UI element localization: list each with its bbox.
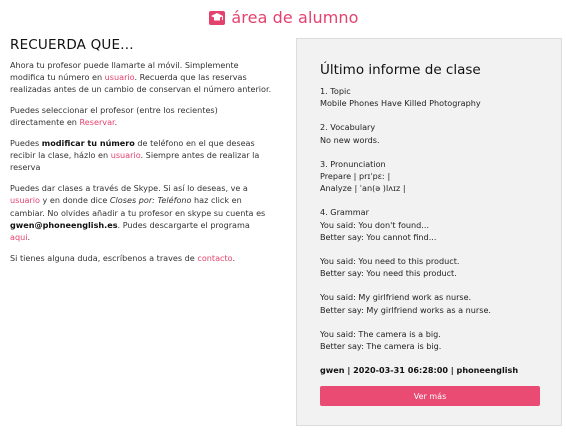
report-section [320,121,545,145]
text: haz click en cambiar. No olvides añadir a tu profesor en skype su cuenta es [10,195,266,218]
report-line: Prepare | prɪˈpɛː | [320,171,391,182]
text: de teléfono en el que deseas recibir la clase, házlo en [10,138,255,161]
text: . Recuerda que las reservas realizadas antes de un cambio de conservan el número anterior. [10,72,272,95]
reminder-paragraph-4 [10,182,272,243]
report-sections [320,85,545,352]
text: Puedes dar clases a través de Skype. Si así lo deseas, ve a [10,183,248,194]
report-section [320,85,545,109]
download-link[interactable]: aqui [10,231,28,242]
reservar-link[interactable]: Reservar [79,117,115,128]
graduation-cap-icon [208,8,226,26]
report-line: Analyze | ˈan(ə )lʌɪz | [320,183,406,194]
report-line: 3. Pronunciation [320,158,386,169]
report-line: Mobile Phones Have Killed Photography [320,98,481,109]
reminder-paragraph-1 [10,59,272,96]
report-byline: gwen | 2020-03-31 06:28:00 | phoneenglish [320,365,519,376]
reminders-column [10,36,272,272]
contact-link[interactable]: contacto [197,252,233,263]
text: . [232,252,236,263]
text: . Pudes descargarte el programa [117,219,250,230]
text: Puedes [10,138,42,149]
report-section [320,158,545,195]
report-line: Better say: The camera is big. [320,341,442,352]
text: Si tienes alguna duda, escríbenos a traves de [10,252,198,263]
italic-text: Closes por: Teléfono [109,195,192,206]
text: Puedes seleccionar el profesor (entre los recientes) directamente en [10,105,218,128]
app-header [0,6,567,28]
report-title: Último informe de clase [320,62,481,78]
report-line: You said: You don't found... [320,219,430,230]
ver-mas-button[interactable]: Ver más [320,386,540,406]
text: Ahora tu profesor puede llamarte al móvil. Simplemente modifica tu número en [10,60,239,83]
reminder-paragraph-5 [10,252,272,264]
usuario-link[interactable]: usuario [110,150,141,161]
text: . Siempre antes de realizar la reserva [10,150,260,173]
usuario-link[interactable]: usuario [104,72,135,83]
report-section [320,291,545,315]
reminders-title: RECUERDA QUE... [10,37,134,53]
report-line: 1. Topic [320,86,351,96]
bold-text: modificar tu número [41,138,135,149]
skype-account: gwen@phoneenglish.es [10,219,118,230]
report-section [320,328,545,352]
report-section [320,206,545,243]
report-line: 2. Vocabulary [320,122,376,133]
reminder-paragraph-3 [10,137,272,174]
report-section [320,255,545,279]
report-line: Better say: My girlfriend works as a nurse. [320,304,492,315]
last-report-panel [296,38,562,426]
reminder-paragraph-2 [10,104,272,128]
report-line: 4. Grammar [320,207,369,218]
report-line: You said: My girlfriend work as nurse. [320,292,472,303]
report-line: You said: You need to this product. [320,256,460,267]
app-title: área de alumno [231,7,359,27]
report-line: You said: The camera is a big. [320,328,441,339]
text: . [114,117,118,128]
text: . [27,231,31,242]
usuario-link[interactable]: usuario [10,195,40,206]
text: y en donde dice [39,195,110,206]
report-line: Better say: You need this product. [320,268,457,279]
report-line: No new words. [320,134,380,145]
report-line: Better say: You cannot find... [320,231,437,242]
